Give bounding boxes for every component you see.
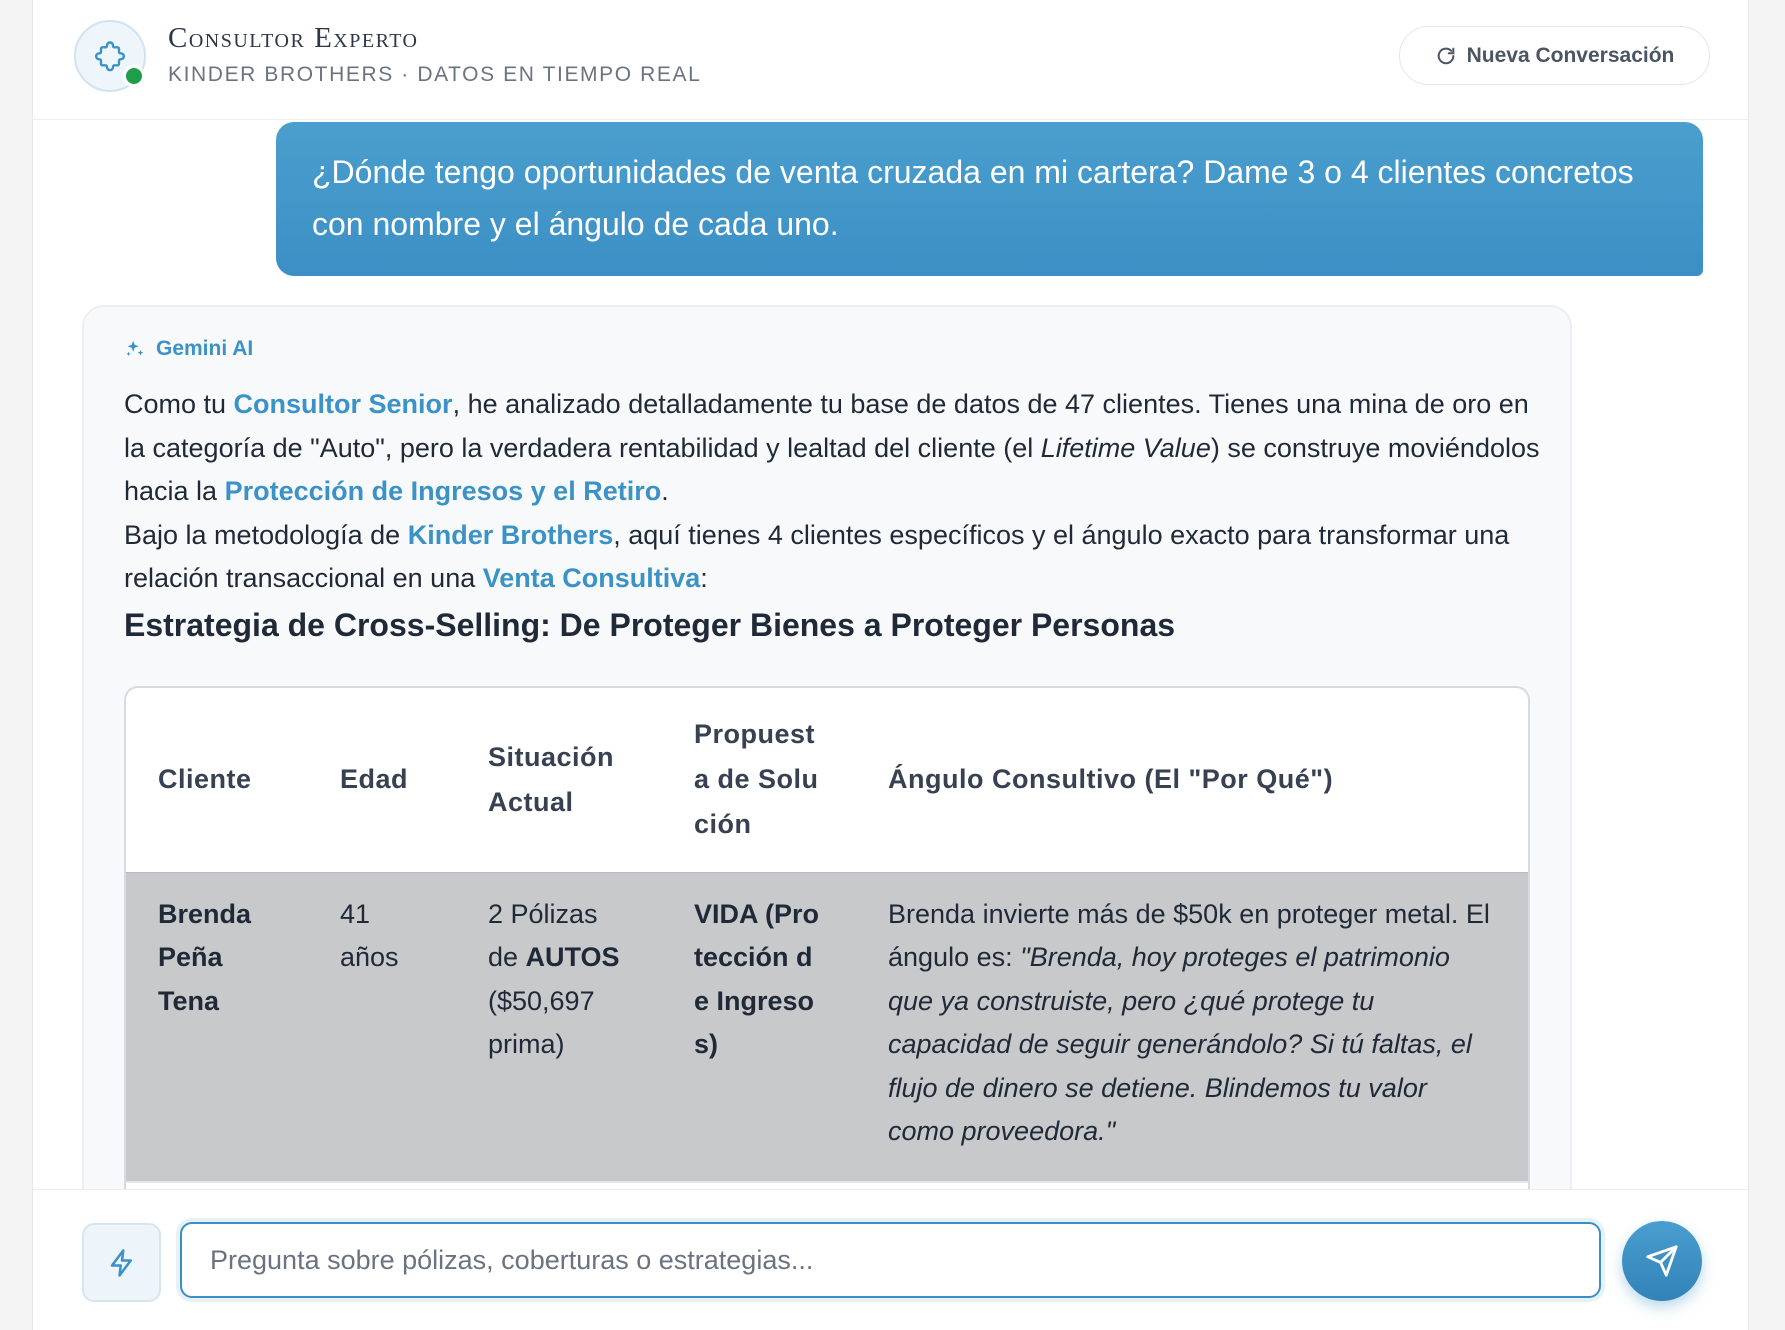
column-header: Edad xyxy=(340,764,409,795)
section-title: Estrategia de Cross-Selling: De Proteger Bienes a Proteger Personas xyxy=(124,607,1176,643)
solution-cell: VIDA (Protección de Ingresos) xyxy=(662,872,856,1182)
column-header: Ángulo Consultivo (El "Por Qué") xyxy=(888,764,1334,795)
client-name-cell: Brenda Peña Tena xyxy=(126,872,308,1182)
highlight-text: Consultor Senior xyxy=(233,389,453,419)
ai-message xyxy=(82,305,1572,1189)
quick-actions-button[interactable] xyxy=(82,1223,161,1302)
chat-header xyxy=(33,0,1748,120)
lightning-icon xyxy=(107,1248,137,1278)
table-row xyxy=(126,872,1528,1182)
highlight-text: Kinder Brothers xyxy=(407,519,614,550)
text-segment: . xyxy=(661,476,669,506)
send-button[interactable] xyxy=(1622,1221,1702,1301)
new-conversation-button[interactable] xyxy=(1399,26,1710,85)
text-segment: ($50,697 prima) xyxy=(488,985,595,1059)
chat-area[interactable] xyxy=(33,121,1748,1189)
bold-text: AUTOS xyxy=(525,942,620,972)
text-segment: 2 Pólizas de xyxy=(488,898,598,972)
text-segment: , he analizado detalladamente tu base de datos de 47 clientes. Tienes una mina de oro en la categoría de "Auto", pero la verdadera rentabilidad y lealtad del cliente (el xyxy=(124,389,1529,463)
angle-cell xyxy=(856,872,1528,1182)
app-window xyxy=(32,0,1749,1330)
refresh-icon xyxy=(1435,45,1457,67)
ai-tag-label: Gemini AI xyxy=(156,337,254,360)
ai-paragraph-1 xyxy=(124,383,1544,514)
ai-tag xyxy=(124,337,253,361)
column-header: Cliente xyxy=(158,764,252,795)
age-cell: 41 años xyxy=(308,872,456,1182)
highlight-text: Venta Consultiva xyxy=(482,563,701,593)
app-subtitle: KINDER BROTHERS · DATOS EN TIEMPO REAL xyxy=(168,63,702,86)
emphasis-text: Lifetime Value xyxy=(1040,432,1211,463)
app-title: Consultor Experto xyxy=(168,22,419,54)
user-message: ¿Dónde tengo oportunidades de venta cruzada en mi cartera? Dame 3 o 4 clientes concretos con nombre y el ángulo de cada uno. xyxy=(276,122,1703,276)
text-segment: : xyxy=(700,563,708,593)
situation-cell xyxy=(456,872,662,1182)
text-segment: Brenda invierte más de $50k en proteger metal. El ángulo es: xyxy=(888,898,1490,972)
puzzle-logo-icon xyxy=(92,38,128,74)
text-segment: ) se construye moviéndolos hacia la xyxy=(124,432,1540,506)
chat-input[interactable] xyxy=(180,1222,1601,1298)
cross-selling-table xyxy=(124,686,1530,1189)
ai-response-text xyxy=(124,383,1544,601)
new-conversation-label: Nueva Conversación xyxy=(1466,43,1675,67)
online-status-dot xyxy=(123,65,145,87)
column-header: Situación Actual xyxy=(488,741,615,817)
column-header: Propuesta de Solución xyxy=(694,719,819,840)
text-segment: Bajo la metodología de xyxy=(124,519,408,550)
send-icon xyxy=(1645,1244,1679,1278)
highlight-text: Protección de Ingresos y el Retiro xyxy=(224,476,662,506)
ai-paragraph-2 xyxy=(124,514,1544,601)
text-segment: , aquí tienes 4 clientes específicos y el ángulo exacto para transformar una relación transaccional en una xyxy=(124,519,1510,593)
quote-text: "Brenda, hoy proteges el patrimonio que ya construiste, pero ¿qué protege tu capacidad de seguir generándolo? Si tú faltas, el flujo de dinero se detiene. Blindemos tu valor como proveedora." xyxy=(888,942,1472,1146)
sparkle-icon xyxy=(124,338,146,360)
table-header-row xyxy=(126,688,1528,872)
input-bar xyxy=(33,1189,1748,1330)
text-segment: Como tu xyxy=(124,389,234,419)
